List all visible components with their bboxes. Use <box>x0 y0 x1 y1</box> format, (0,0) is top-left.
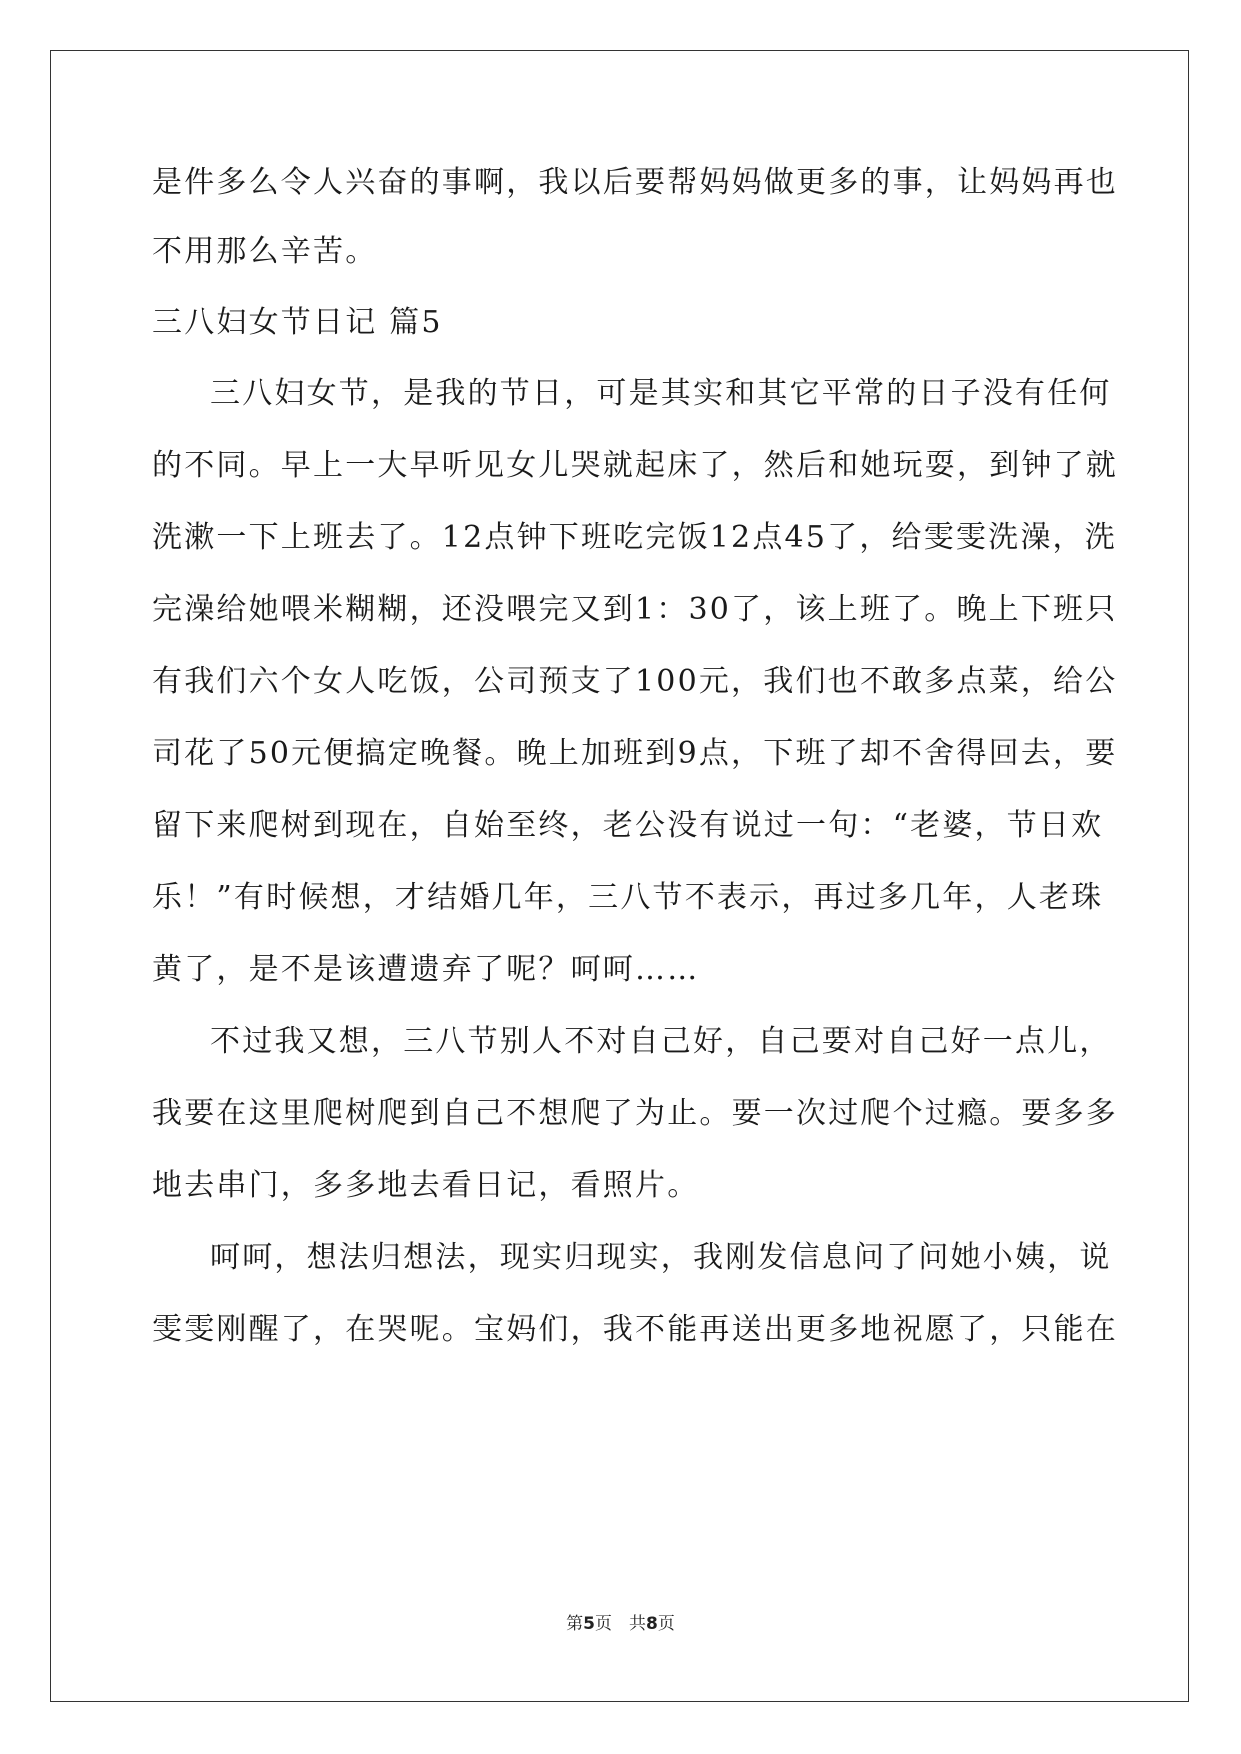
text-line: 完澡给她喂米糊糊，还没喂完又到1：30了，该上班了。晚上下班只 <box>152 592 1118 627</box>
footer-mid: 页 共 <box>595 1614 646 1634</box>
page-footer <box>0 1612 1241 1636</box>
paragraph-first-line: 三八妇女节，是我的节日，可是其实和其它平常的日子没有任何 <box>210 376 1112 411</box>
text-line: 留下来爬树到现在，自始至终，老公没有说过一句：“老婆，节日欢 <box>152 808 1104 843</box>
text-line: 地去串门，多多地去看日记，看照片。 <box>152 1168 700 1203</box>
page-number: 5 <box>583 1614 595 1634</box>
paragraph-first-line: 不过我又想，三八节别人不对自己好，自己要对自己好一点儿， <box>210 1024 1112 1059</box>
paragraph-first-line: 呵呵，想法归想法，现实归现实，我刚发信息问了问她小姨，说 <box>210 1240 1112 1275</box>
text-line: 雯雯刚醒了，在哭呢。宝妈们，我不能再送出更多地祝愿了，只能在 <box>152 1312 1118 1347</box>
text-line: 司花了50元便搞定晚餐。晚上加班到9点，下班了却不舍得回去，要 <box>152 736 1118 771</box>
footer-prefix: 第 <box>566 1614 584 1634</box>
text-line: 有我们六个女人吃饭，公司预支了100元，我们也不敢多点菜，给公 <box>152 664 1118 699</box>
text-line: 不用那么辛苦。 <box>152 234 378 269</box>
text-line: 是件多么令人兴奋的事啊，我以后要帮妈妈做更多的事，让妈妈再也 <box>152 165 1118 200</box>
text-line: 黄了，是不是该遭遗弃了呢？呵呵…… <box>152 952 700 987</box>
text-line: 乐！”有时候想，才结婚几年，三八节不表示，再过多几年，人老珠 <box>152 880 1104 915</box>
text-line: 我要在这里爬树爬到自己不想爬了为止。要一次过爬个过瘾。要多多 <box>152 1096 1118 1131</box>
total-pages: 8 <box>646 1614 658 1634</box>
page-border <box>50 50 1189 1702</box>
text-line: 的不同。早上一大早听见女儿哭就起床了，然后和她玩耍，到钟了就 <box>152 448 1118 483</box>
text-line: 洗漱一下上班去了。12点钟下班吃完饭12点45了，给雯雯洗澡，洗 <box>152 520 1117 555</box>
footer-suffix: 页 <box>657 1614 675 1634</box>
section-heading: 三八妇女节日记 篇5 <box>152 305 443 340</box>
